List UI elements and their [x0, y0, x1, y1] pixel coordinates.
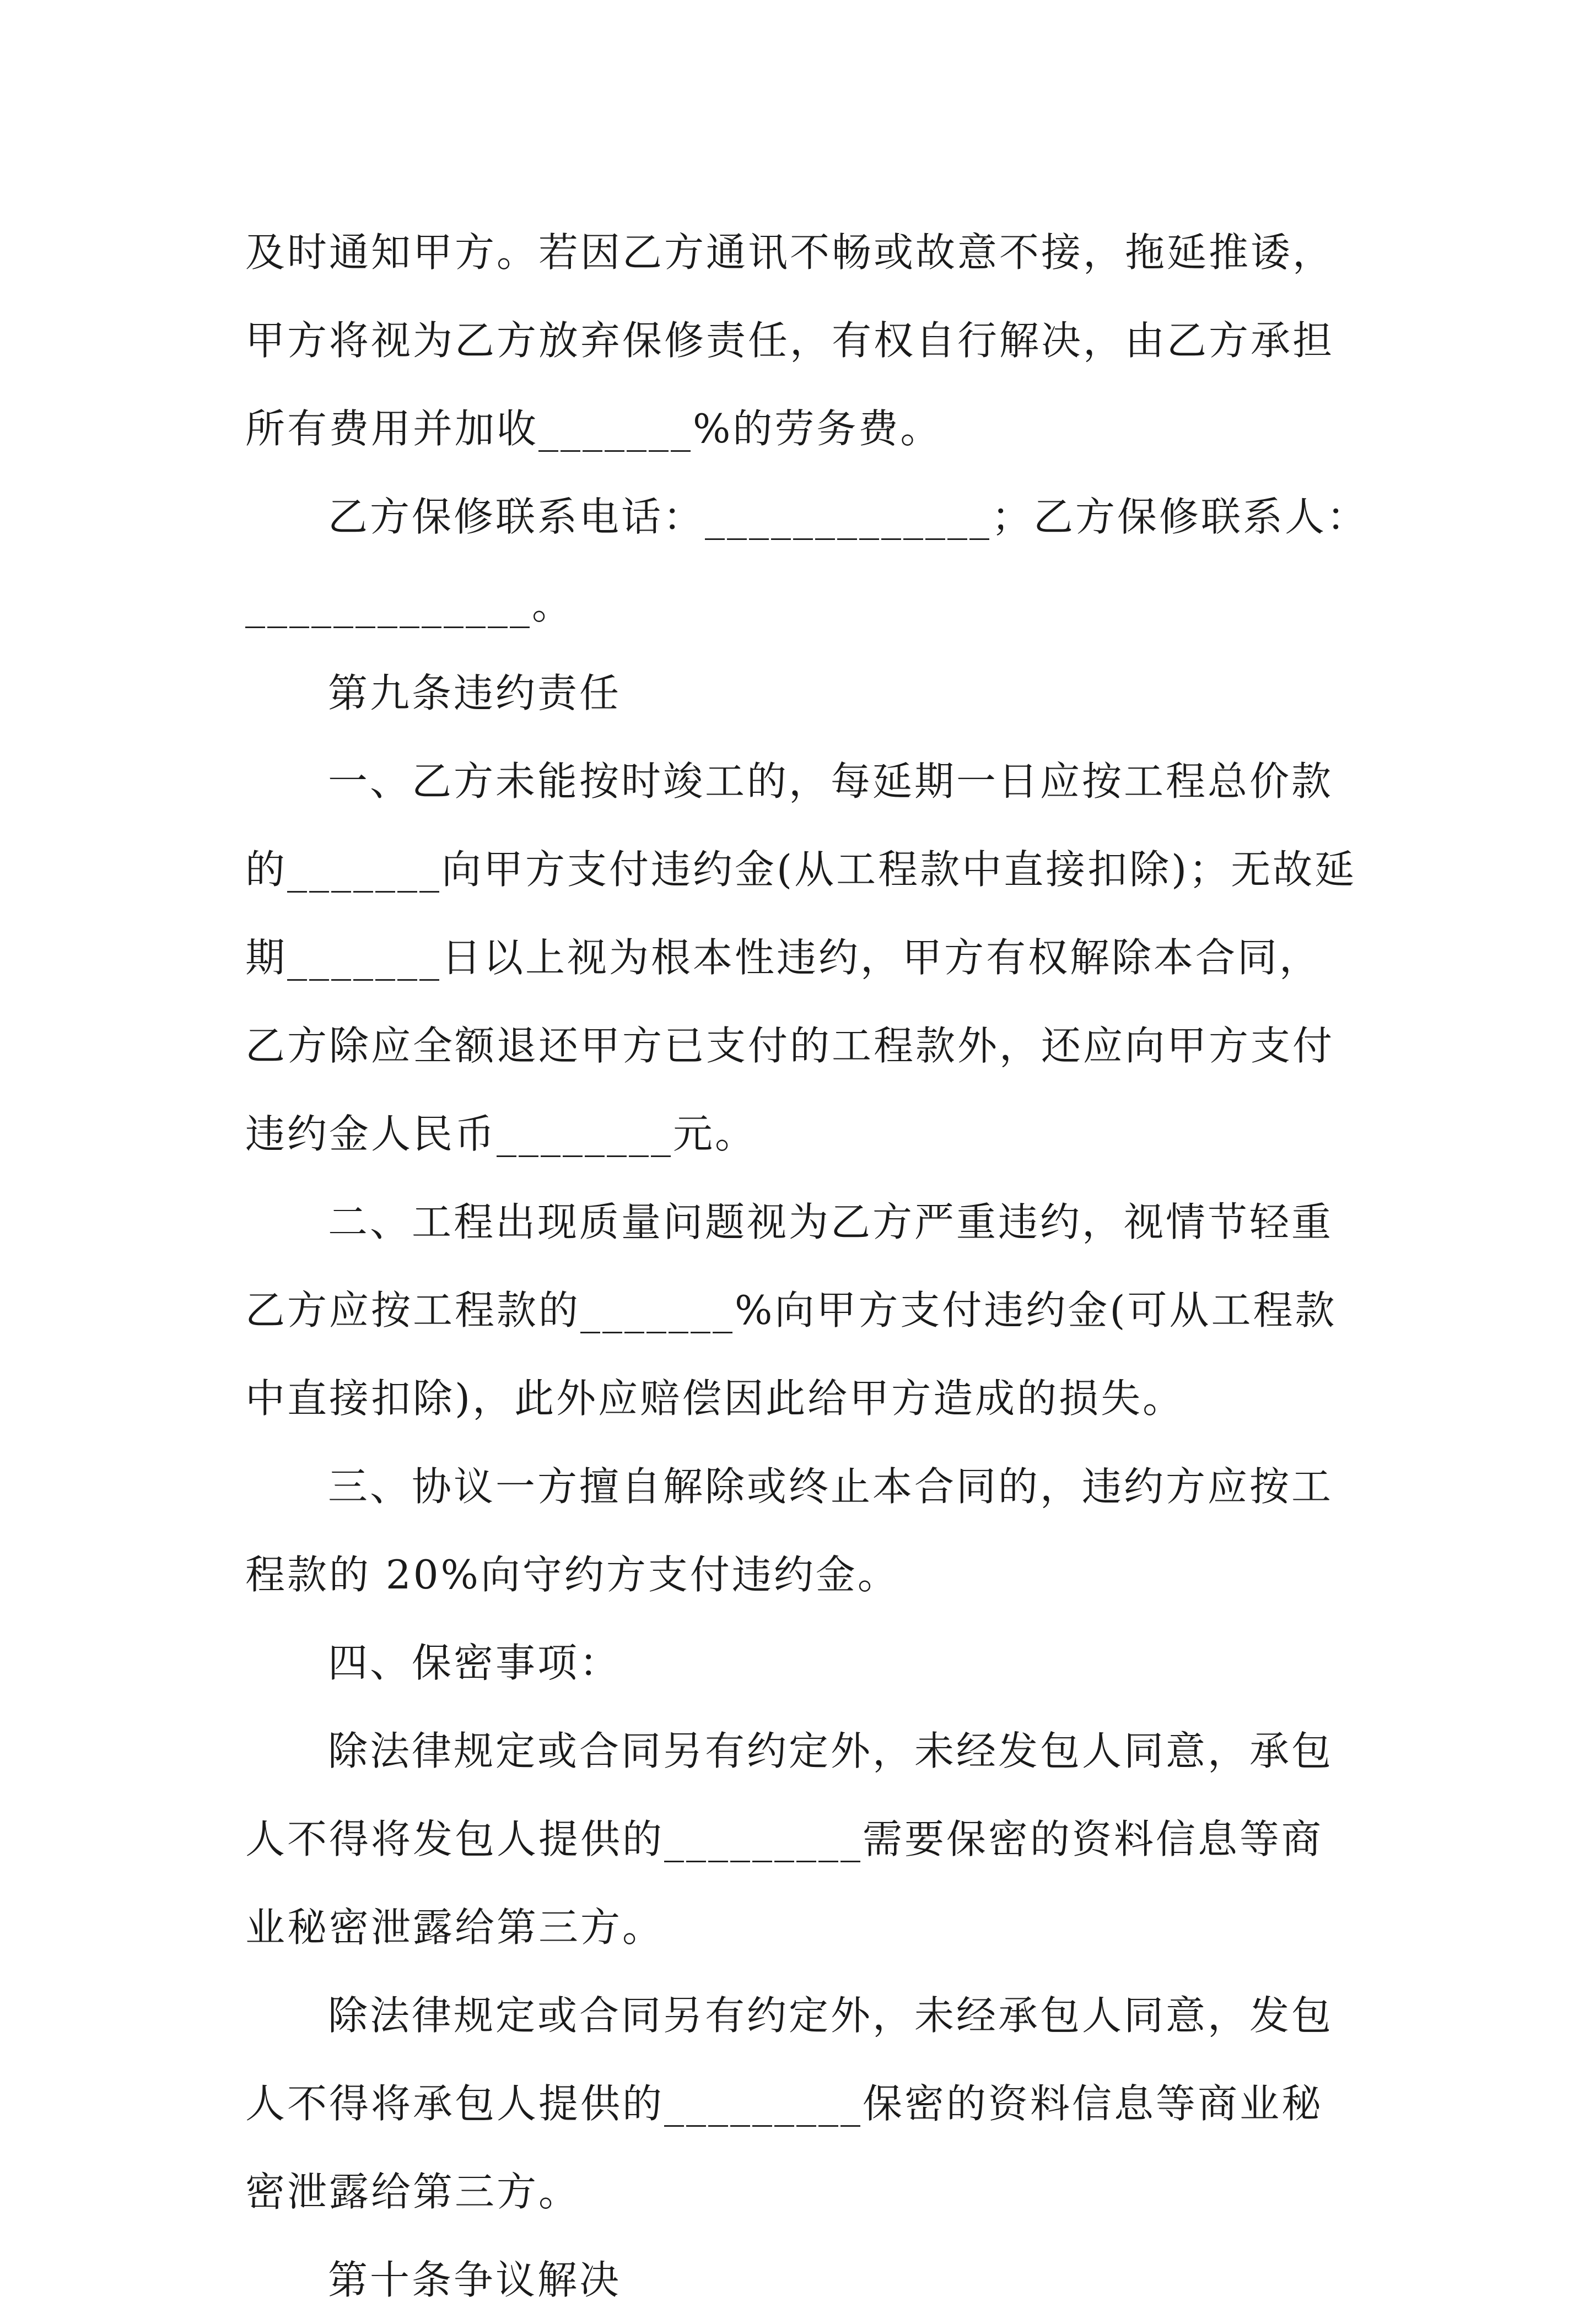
article-10-heading: 第十条争议解决 — [328, 2257, 622, 2303]
confidentiality-para-1-line-3: 业秘密泄露给第三方。 — [245, 1904, 665, 1950]
confidentiality-para-2-line-1: 除法律规定或合同另有约定外，未经承包人同意，发包 — [328, 1992, 1334, 2039]
confidentiality-para-1-line-1: 除法律规定或合同另有约定外，未经发包人同意，承包 — [328, 1728, 1334, 1774]
contact-phone-line: 乙方保修联系电话：_____________；乙方保修联系人： — [328, 494, 1369, 540]
confidentiality-para-2-line-3: 密泄露给第三方。 — [245, 2169, 581, 2215]
clause-1-line-3: 期_______日以上视为根本性违约，甲方有权解除本合同， — [245, 934, 1322, 981]
clause-1-line-5: 违约金人民币________元。 — [245, 1111, 757, 1157]
clause-4-heading: 四、保密事项： — [328, 1640, 622, 1686]
clause-1-line-2: 的_______向甲方支付违约金(从工程款中直接扣除)；无故延 — [245, 846, 1357, 893]
text-line-1: 及时通知甲方。若因乙方通讯不畅或故意不接，拖延推诿， — [245, 229, 1335, 275]
clause-1-line-4: 乙方除应全额退还甲方已支付的工程款外，还应向甲方支付 — [245, 1023, 1335, 1069]
article-9-heading: 第九条违约责任 — [328, 670, 622, 716]
confidentiality-para-1-line-2: 人不得将发包人提供的_________需要保密的资料信息等商 — [245, 1816, 1324, 1862]
text-line-2: 甲方将视为乙方放弃保修责任，有权自行解决，由乙方承担 — [245, 317, 1335, 364]
clause-2-line-1: 二、工程出现质量问题视为乙方严重违约，视情节轻重 — [328, 1199, 1334, 1245]
clause-3-line-1: 三、协议一方擅自解除或终止本合同的，违约方应按工 — [328, 1463, 1334, 1510]
document-page — [245, 208, 1370, 2324]
contact-person-blank-line: _____________。 — [245, 582, 574, 628]
clause-3-line-2: 程款的 20%向守约方支付违约金。 — [245, 1552, 899, 1598]
confidentiality-para-2-line-2: 人不得将承包人提供的_________保密的资料信息等商业秘 — [245, 2080, 1324, 2127]
text-line-3: 所有费用并加收_______%的劳务费。 — [245, 406, 942, 452]
clause-2-line-2: 乙方应按工程款的_______%向甲方支付违约金(可从工程款 — [245, 1287, 1337, 1333]
clause-2-line-3: 中直接扣除)，此外应赔偿因此给甲方造成的损失。 — [245, 1375, 1185, 1422]
clause-1-line-1: 一、乙方未能按时竣工的，每延期一日应按工程总价款 — [328, 758, 1334, 804]
